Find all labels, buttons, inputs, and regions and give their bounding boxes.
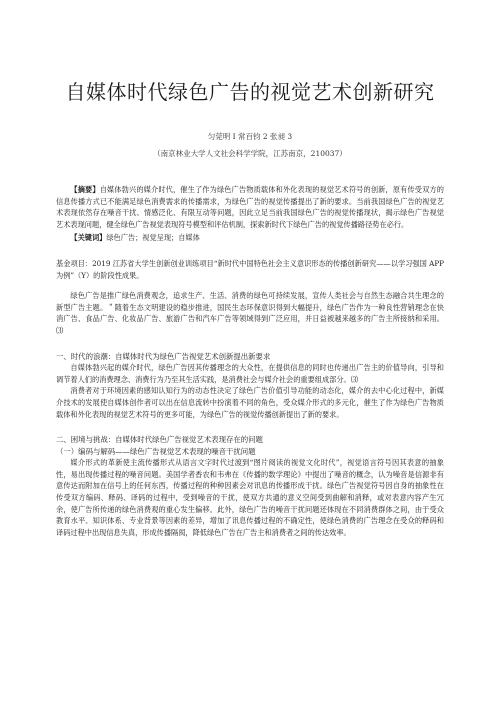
funding-note: 基金项目：2019 江苏省大学生创新创业训练项目“新时代中国特色社会主义意识形态的传播创新研究——以学习强国 APP 为例”（Y）的阶段性成果。 bbox=[56, 258, 444, 280]
abstract bbox=[56, 184, 444, 230]
intro-paragraph: 绿色广告是推广绿色消费观念，追求生产、生活、消费的绿色可持续发展，宣传人类社会与自然生态融合共生理念的新型广告主题。＂随着生态文明建设的稳步推进，国民生态环保意识得到大幅提升，绿色广告作为一种良性营销理念在快消广告、食品广告、化妆品广告、旅游广告和汽车广告等领域得到广泛应用，并日益被越来越多的广告主所接纳和采用。⑶ bbox=[56, 291, 444, 335]
keywords-text: 绿色广告；视觉呈现；自媒体 bbox=[106, 233, 200, 243]
section2-paragraph-1: 媒介形式的革新使主流传播形式从语言文字时代过渡到“图片阅读的视觉文化时代”，视觉语言符号因其表意的抽象性，易出现传播过程的噪音问题。美国学者香农和韦弗在《传播的数学理论》中提出了噪音的概念，认为噪音是信源非有意传达而附加在信号上的任何东西，传播过程的种种因素会对讯息的传播形成干扰。绿色广告视觉符号因自身的抽象性在传受双方编码、释码、译码的过程中，受到噪音的干扰，使双方共通的意义空间受到曲解和消释，或对表意内容产生冗余，使广告所传递的绿色消费观的重心发生偏移。此外，绿色广告的噪音干扰问题还体现在不同消费群体之间，由于受众教育水平、知识体系、专业背景等因素的差异，增加了讯息传播过程的不确定性，使绿色消费的广告理念在受众的释码和译码过程中出现信息失真，形成传播隔阂，降低绿色广告在广告主和消费者之间的传达效率。 bbox=[56, 458, 444, 537]
section1-paragraph-1: 自媒体勃兴起的媒介时代，绿色广告因其传播理念的大众性，在提供信息的同时也传递出广告主的价值导向，引导和调节着人们的消费理念、消费行为乃至其生活实践，是消费社会与媒介社会的重要组成部分。⑶ bbox=[56, 363, 444, 384]
subsection-heading-2-1: （一）编码与解码——绿色广告视觉艺术表现的噪音干扰问题 bbox=[56, 446, 256, 456]
section-heading-2: 二、困境与挑战：自媒体时代绿色广告视觉艺术表现存在的问题 bbox=[56, 435, 263, 445]
keywords bbox=[56, 232, 444, 244]
abstract-text: 自媒体勃兴的媒介时代，催生了作为绿色广告物质载体和外化表现的视觉艺术符号的创新，原有传受双方的信息传播方式已不能满足绿色消费需求的传播需求，为绿色广告的视觉传播提出了新的要求。当前我国绿色广告的视觉艺术表现依然存在噪音干扰、情感泛化、有限互动等问题，因此立足当前我国绿色广告的视觉传播现状，揭示绿色广告视觉艺术表现问题，健全绿色广告视觉表现符号模型和评估机制，探索新时代下绿色广告的视觉传播路径势在必行。 bbox=[56, 185, 444, 229]
author-line: 匀莞明 I 常百钧 2 张昶 3 bbox=[207, 132, 293, 141]
affiliation-line: （南京林业大学人文社会科学学院，江苏南京，210037） bbox=[153, 149, 347, 158]
keywords-label: 【关键词】 bbox=[70, 233, 107, 243]
abstract-label: 【摘要】 bbox=[70, 185, 100, 194]
section-heading-1: 一、时代的浪潮：自媒体时代为绿色广告视觉艺术创新提出新要求 bbox=[56, 351, 271, 361]
section1-paragraph-2: 消费者对于环境因素的感知认知行为的动态性决定了绿色广告价值引导功能的动态化，媒介的去中心化过程中，新媒介技术的发展使自媒体创作者可以出在信息流转中扮演着不同的角色，受众媒介形式的多元化，催生了作为绿色广告物质载体和外化表现的视觉艺术符号的更多可能，为绿色广告的视觉传播创新提出了新的要求。 bbox=[56, 386, 444, 419]
paper-title: 自媒体时代绿色广告的视觉艺术创新研究 bbox=[65, 80, 435, 104]
